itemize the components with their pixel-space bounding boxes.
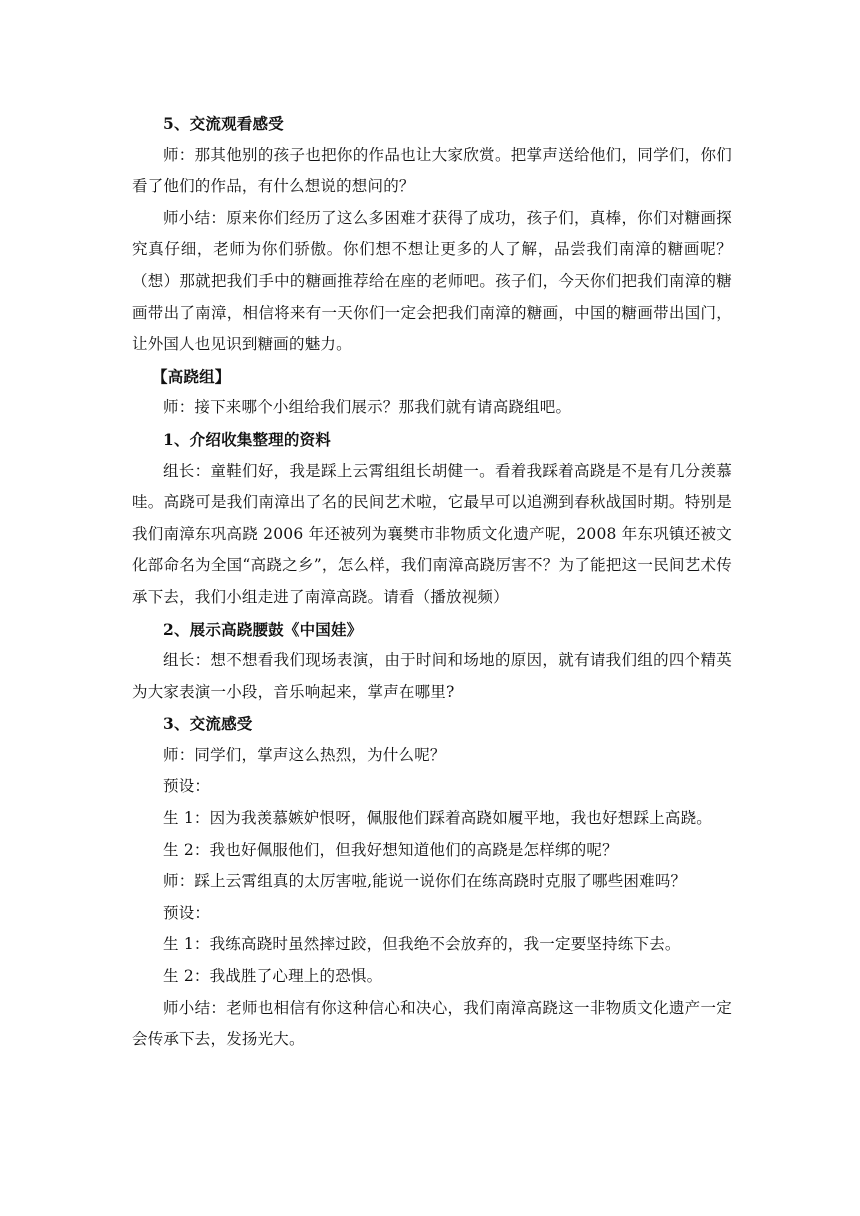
heading-5-exchange-feelings: 5、交流观看感受: [163, 114, 284, 133]
paragraph-teacher-share: 师：那其他别的孩子也把你的作品也让大家欣赏。把掌声送给他们，同学们，你们看了他们的作品，有什么想说的想问的？: [132, 145, 732, 196]
paragraph-student-1-persist: 生 1：我练高跷时虽然摔过跤，但我绝不会放弃的，我一定要坚持练下去。: [163, 935, 681, 954]
heading-1-introduce-materials: 1、介绍收集整理的资料: [163, 429, 331, 449]
paragraph-preset-2: 预设：: [163, 903, 211, 922]
paragraph-student-1-answer: 生 1：因为我羡慕嫉妒恨呀，佩服他们踩着高跷如履平地，我也好想踩上高跷。: [163, 809, 712, 828]
paragraph-leader-performance: 组长：想不想看我们现场表演，由于时间和场地的原因，就有请我们组的四个精英为大家表演一小段，音乐响起来，掌声在哪里?: [132, 651, 732, 701]
paragraph-student-2-answer: 生 2：我也好佩服他们，但我好想知道他们的高跷是怎样绑的呢？: [163, 840, 618, 859]
paragraph-teacher-final-summary: 师小结：老师也相信有你这种信心和决心，我们南漳高跷这一非物质文化遗产一定会传承下去，发扬光大。: [132, 998, 732, 1049]
paragraph-preset-1: 预设：: [163, 777, 211, 796]
heading-2-show-stilts-drum: 2、展示高跷腰鼓《中国娃》: [163, 619, 363, 639]
paragraph-student-2-fear: 生 2：我战胜了心理上的恐惧。: [163, 967, 383, 986]
paragraph-teacher-next-group: 师：接下来哪个小组给我们展示？那我们就有请高跷组吧。: [163, 398, 572, 417]
paragraph-leader-introduction: 组长：童鞋们好，我是踩上云霄组组长胡健一。看着我踩着高跷是不是有几分羡慕哇。高跷可是我们南漳出了名的民间艺术啦，它最早可以追溯到春秋战国时期。特别是我们南漳东巩高跷 2006 年还被列为襄樊市非物质文化遗产呢，2008 年东巩镇还被文化部命名为全国“高跷之乡”，怎么样，我们南漳高跷厉害不？为了能把这一民间艺术传承下去，我们小组走进了南漳高跷。请看（播放视频）: [132, 461, 732, 606]
paragraph-teacher-summary-sugar-painting: 师小结：原来你们经历了这么多困难才获得了成功，孩子们，真棒，你们对糖画探究真仔细，老师为你们骄傲。你们想不想让更多的人了解，品尝我们南漳的糖画呢？（想）那就把我们手中的糖画推荐给在座的老师吧。孩子们，今天你们把我们南漳的糖画带出了南漳，相信将来有一天你们一定会把我们南漳的糖画，中国的糖画带出国门，让外国人也见识到糖画的魅力。: [132, 208, 732, 354]
document-body: [132, 108, 732, 1056]
heading-stilts-group: 【高跷组】: [152, 366, 231, 386]
paragraph-teacher-question-difficulties: 师：踩上云霄组真的太厉害啦,能说一说你们在练高跷时克服了哪些困难吗？: [163, 872, 687, 891]
heading-3-exchange-feelings: 3、交流感受: [163, 714, 253, 734]
paragraph-teacher-question-applause: 师：同学们，掌声这么热烈，为什么呢？: [163, 745, 446, 764]
